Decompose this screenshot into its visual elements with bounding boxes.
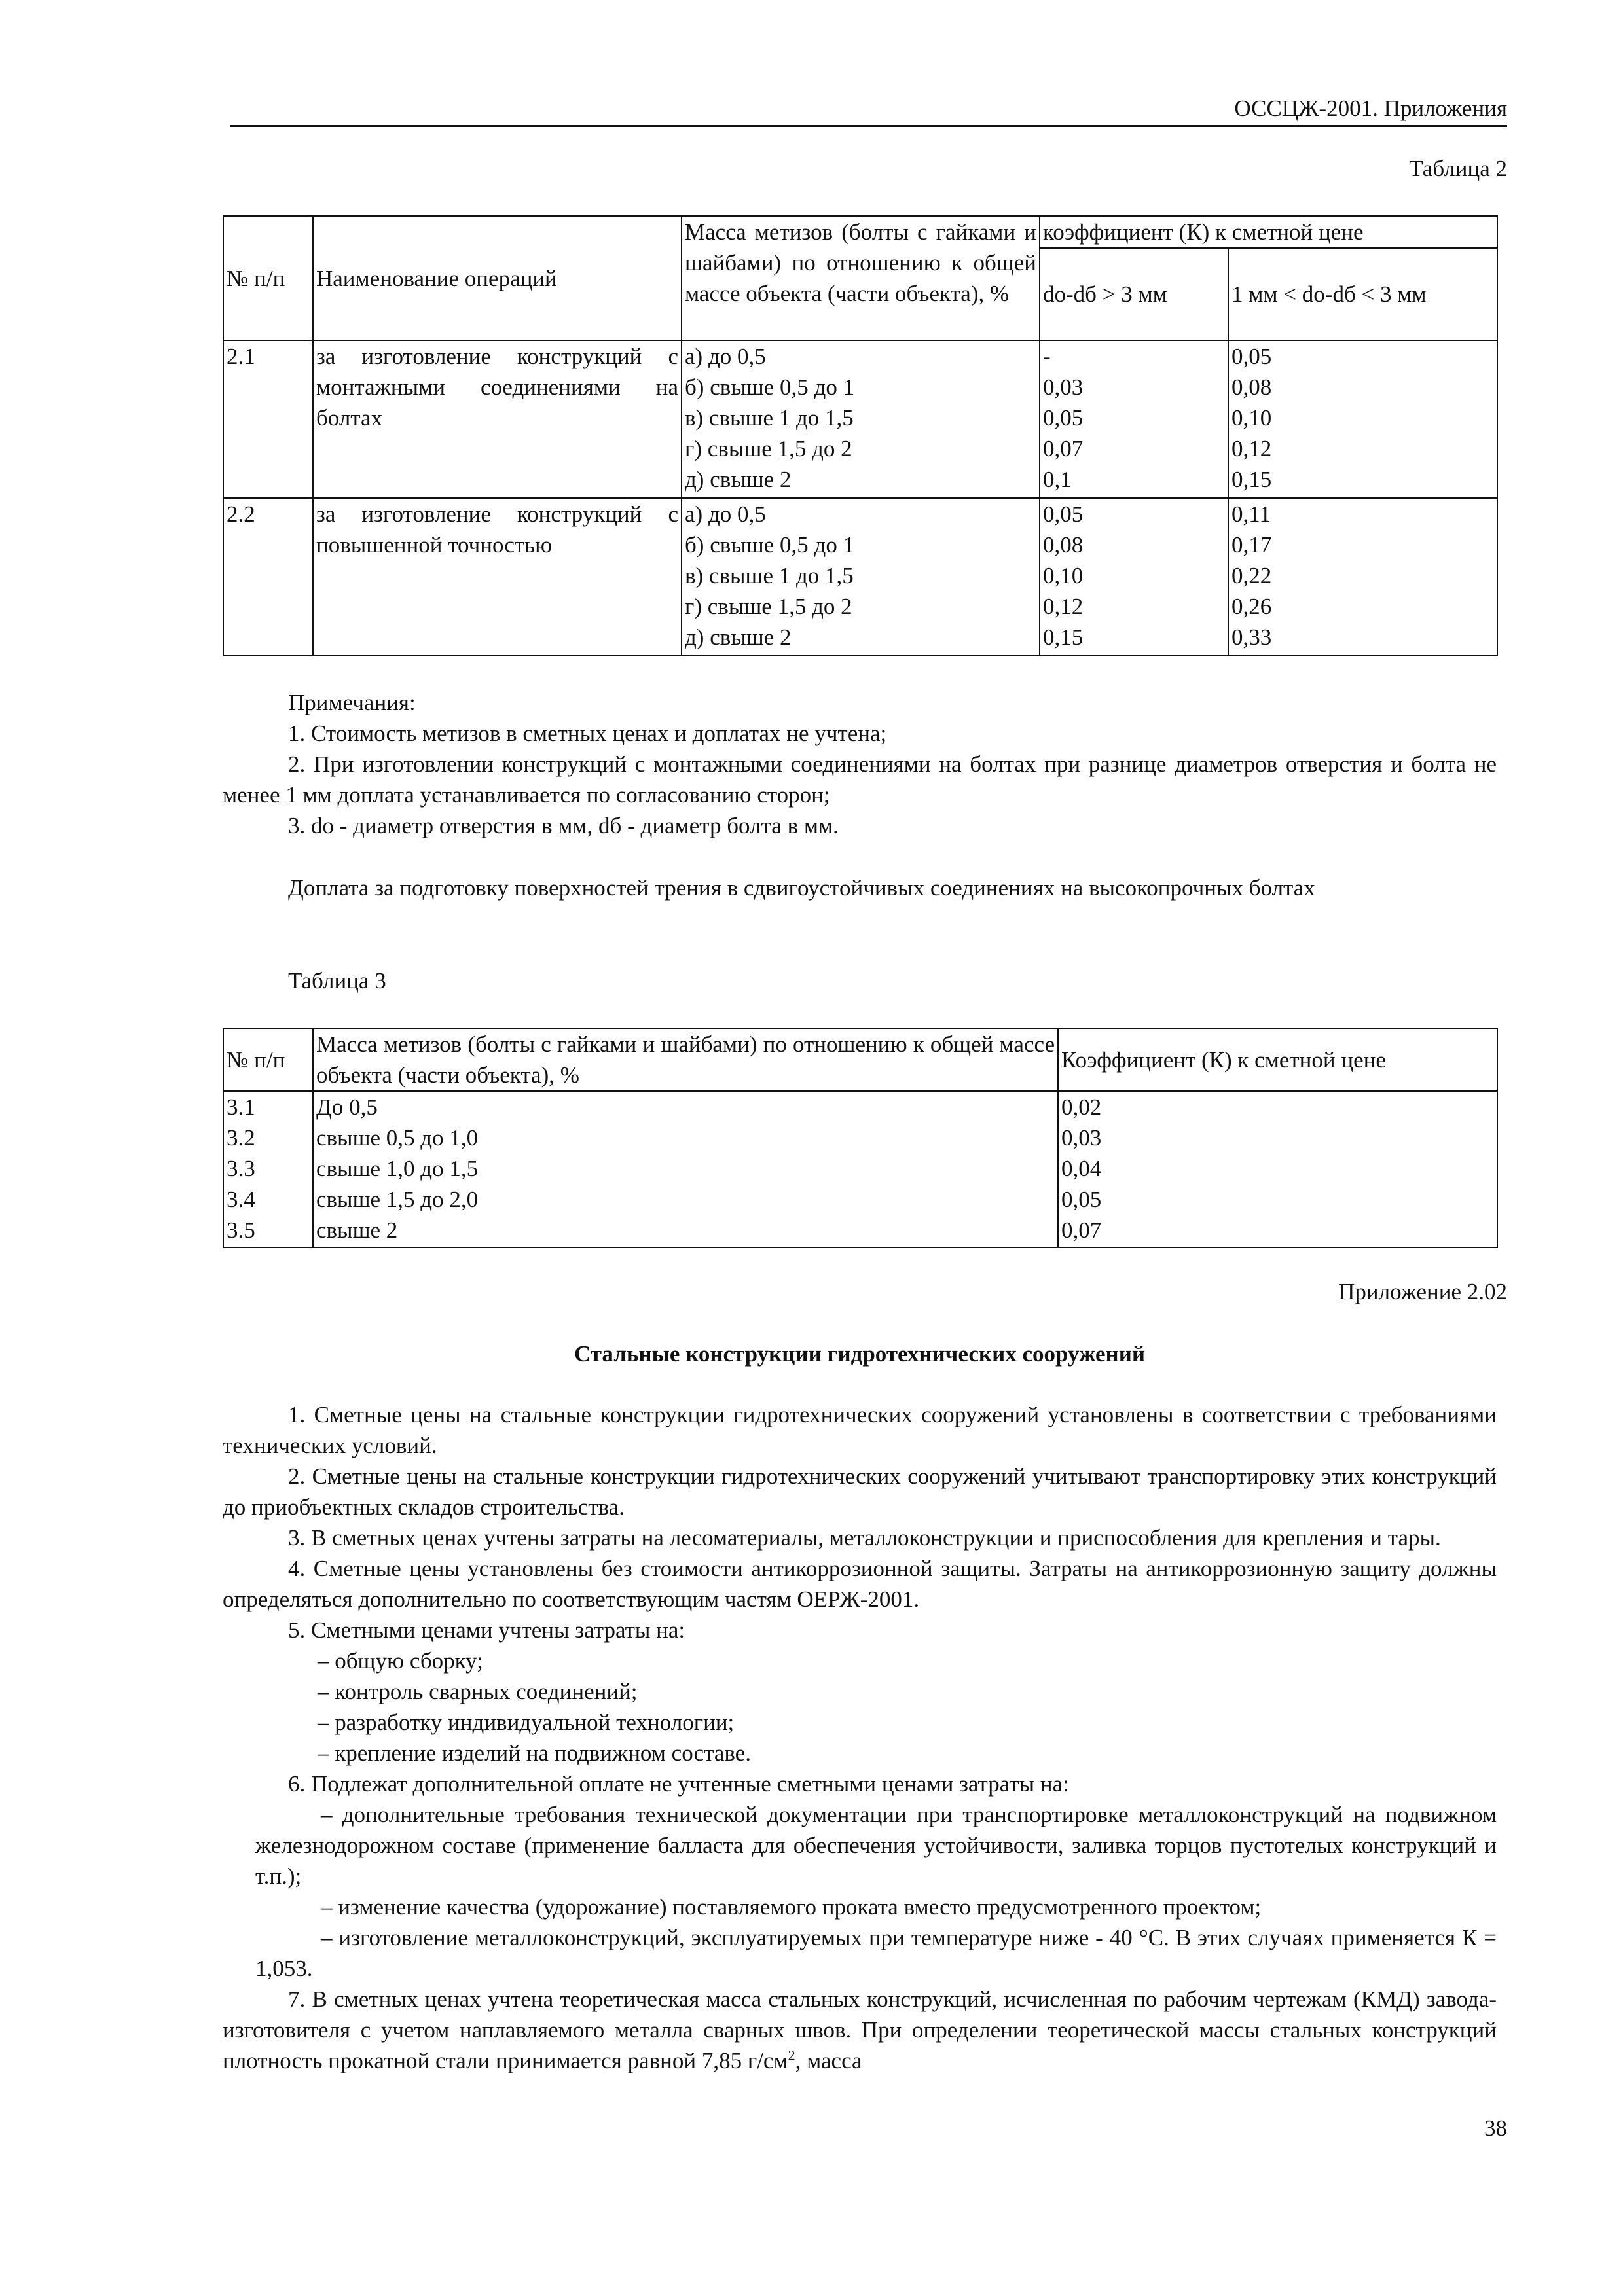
table2-k2-value: 0,33 — [1231, 624, 1272, 650]
table2-group-name: за изготовление конструкций с повышенной точностью — [313, 498, 682, 656]
page-number: 38 — [1484, 2115, 1507, 2141]
note-item: 2. При изготовлении конструкций с монтажными соединениями на болтах при разнице диаметров отверстия и болта не менее 1 мм доплата устанавливается по согласованию сторон; — [223, 751, 1497, 808]
table2-k1-value: 0,1 — [1043, 467, 1072, 492]
note-item: 1. Стоимость метизов в сметных ценах и доплатах не учтена; — [288, 721, 887, 746]
table2-k2-value: 0,10 — [1231, 405, 1272, 431]
table3-num: 3.2 — [227, 1125, 255, 1151]
table2-k1-value: 0,05 — [1043, 501, 1084, 527]
running-header: ОССЦЖ-2001. Приложения — [230, 93, 1507, 127]
appendix-paragraph: 1. Сметные цены на стальные конструкции гидротехнических сооружений установлены в соответствии с требованиями технических условий. — [223, 1402, 1497, 1458]
table3-label: Таблица 3 — [288, 968, 386, 994]
table2-mass-value: д) свыше 2 — [685, 624, 792, 650]
table2-k1-value: 0,15 — [1043, 624, 1084, 650]
table2-group-mass-cell — [682, 498, 1040, 656]
table2-k2-value: 0,05 — [1231, 344, 1272, 369]
table2-group-k1-cell — [1040, 340, 1228, 498]
table2-header-mass: Масса метизов (болты с гайками и шайбами) по отношению к общей массе объекта (части объекта), % — [682, 216, 1040, 340]
table2-group-k2-cell — [1228, 340, 1497, 498]
appendix-list-item: – дополнительные требования технической документации при транспортировке металлоконструкций на подвижном железнодорожном составе (применение балласта для обеспечения устойчивости, заливка торцов пустотелых конструкций и т.п.); — [255, 1802, 1497, 1889]
table3-header-num: № п/п — [223, 1028, 313, 1091]
table2-mass-value: г) свыше 1,5 до 2 — [685, 436, 852, 461]
table2-k1-value: 0,08 — [1043, 532, 1084, 558]
table2-k2-value: 0,15 — [1231, 467, 1272, 492]
table2-k1-value: 0,10 — [1043, 563, 1084, 588]
table2-mass-value: а) до 0,5 — [685, 344, 766, 369]
table2-group-k2-cell — [1228, 498, 1497, 656]
table-2 — [223, 215, 1498, 656]
table3-num-cell — [223, 1091, 313, 1247]
table2-group-k1-cell — [1040, 498, 1228, 656]
table2-header-num: № п/п — [223, 216, 313, 340]
table2-k2-value: 0,11 — [1231, 501, 1271, 527]
table-3 — [223, 1028, 1498, 1248]
table2-group-num: 2.2 — [223, 498, 313, 656]
appendix-list-item: – изготовление металлоконструкций, эксплуатируемых при температуре ниже - 40 °С. В этих случаях применяется К = 1,053. — [255, 1925, 1497, 1981]
table2-mass-value: б) свыше 0,5 до 1 — [685, 532, 855, 558]
table2-header-sub2: 1 мм < dо-dб < 3 мм — [1228, 248, 1497, 340]
table2-header-coef: коэффициент (К) к сметной цене — [1040, 216, 1497, 248]
table2-k1-value: - — [1043, 344, 1051, 369]
appendix-body — [223, 1399, 1497, 2076]
table2-group-name: за изготовление конструкций с монтажными соединениями на болтах — [313, 340, 682, 498]
appendix-list-item: – общую сборку; — [318, 1648, 483, 1674]
appendix-p7-main: 7. В сметных ценах учтена теоретическая масса стальных конструкций, исчисленная по рабочим чертежам (КМД) завода-изготовителя с учетом наплавляемого металла сварных швов. При определении теоретической массы стальных конструкций плотность прокатной стали принимается равной 7,85 г/см — [223, 1986, 1497, 2073]
table2-group-num: 2.1 — [223, 340, 313, 498]
table3-mass: свыше 2 — [316, 1217, 398, 1243]
table2-k1-value: 0,05 — [1043, 405, 1084, 431]
table3-k: 0,07 — [1061, 1217, 1102, 1243]
surcharge-text: Доплата за подготовку поверхностей трения в сдвигоустойчивых соединениях на высокопрочных болтах — [288, 875, 1315, 901]
table3-k: 0,05 — [1061, 1187, 1102, 1212]
table3-num: 3.1 — [227, 1094, 255, 1120]
table3-k: 0,02 — [1061, 1094, 1102, 1120]
table2-k2-value: 0,26 — [1231, 594, 1272, 619]
table2-label: Таблица 2 — [1409, 156, 1507, 181]
appendix-list-item: – крепление изделий на подвижном составе. — [318, 1740, 751, 1766]
table2-header-name: Наименование операций — [313, 216, 682, 340]
appendix-list-item: – контроль сварных соединений; — [318, 1679, 638, 1704]
appendix-paragraph: 5. Сметными ценами учтены затраты на: — [288, 1617, 685, 1643]
table3-header-mass: Масса метизов (болты с гайками и шайбами) по отношению к общей массе объекта (части объекта), % — [313, 1028, 1058, 1091]
table3-mass: До 0,5 — [316, 1094, 378, 1120]
table2-mass-value: б) свыше 0,5 до 1 — [685, 374, 855, 400]
appendix-label: Приложение 2.02 — [1338, 1279, 1507, 1304]
appendix-p7-superscript: 2 — [788, 2047, 795, 2064]
appendix-paragraph: 3. В сметных ценах учтены затраты на лесоматериалы, металлоконструкции и приспособления для крепления и тары. — [288, 1525, 1441, 1551]
table3-num: 3.5 — [227, 1217, 255, 1243]
table3-k-cell — [1058, 1091, 1497, 1247]
table3-num: 3.4 — [227, 1187, 255, 1212]
table2-mass-value: а) до 0,5 — [685, 501, 766, 527]
appendix-paragraph: 4. Сметные цены установлены без стоимости антикоррозионной защиты. Затраты на антикоррозионную защиту должны определяться дополнительно по соответствующим частям ОЕРЖ-2001. — [223, 1556, 1497, 1612]
table3-num: 3.3 — [227, 1156, 255, 1181]
table2-k2-value: 0,08 — [1231, 374, 1272, 400]
notes-section — [223, 687, 1497, 841]
table2-header-sub1: dо-dб > 3 мм — [1040, 248, 1228, 340]
table2-mass-value: д) свыше 2 — [685, 467, 792, 492]
appendix-paragraph: 2. Сметные цены на стальные конструкции гидротехнических сооружений учитывают транспортировку этих конструкций до приобъектных складов строительства. — [223, 1463, 1497, 1520]
table3-mass: свыше 0,5 до 1,0 — [316, 1125, 479, 1151]
appendix-list-item: – изменение качества (удорожание) поставляемого проката вместо предусмотренного проектом; — [321, 1894, 1262, 1920]
appendix-paragraph: 6. Подлежат дополнительной оплате не учтенные сметными ценами затраты на: — [288, 1771, 1069, 1797]
table2-group-mass-cell — [682, 340, 1040, 498]
appendix-paragraph-7 — [223, 1984, 1497, 2076]
table3-mass: свыше 1,5 до 2,0 — [316, 1187, 479, 1212]
note-item: 3. dо - диаметр отверстия в мм, dб - диаметр болта в мм. — [288, 813, 839, 838]
table2-mass-value: в) свыше 1 до 1,5 — [685, 405, 854, 431]
table2-mass-value: г) свыше 1,5 до 2 — [685, 594, 852, 619]
table2-k2-value: 0,22 — [1231, 563, 1272, 588]
table3-k: 0,03 — [1061, 1125, 1102, 1151]
appendix-list-item: – разработку индивидуальной технологии; — [318, 1710, 735, 1735]
table2-k1-value: 0,03 — [1043, 374, 1084, 400]
table3-label-block — [223, 965, 1497, 996]
table2-k1-value: 0,12 — [1043, 594, 1084, 619]
appendix-p7-tail: , масса — [795, 2048, 862, 2073]
surcharge-paragraph-block — [223, 872, 1497, 903]
table2-k2-value: 0,12 — [1231, 436, 1272, 461]
table2-k1-value: 0,07 — [1043, 436, 1084, 461]
table2-mass-value: в) свыше 1 до 1,5 — [685, 563, 854, 588]
table2-k2-value: 0,17 — [1231, 532, 1272, 558]
appendix-list-wrapper — [223, 1799, 1497, 1984]
table3-k: 0,04 — [1061, 1156, 1102, 1181]
notes-title: Примечания: — [288, 690, 416, 715]
table3-mass: свыше 1,0 до 1,5 — [316, 1156, 479, 1181]
table3-mass-cell — [313, 1091, 1058, 1247]
table3-header-coef: Коэффициент (К) к сметной цене — [1058, 1028, 1497, 1091]
appendix-title: Стальные конструкции гидротехнических сооружений — [574, 1341, 1146, 1367]
